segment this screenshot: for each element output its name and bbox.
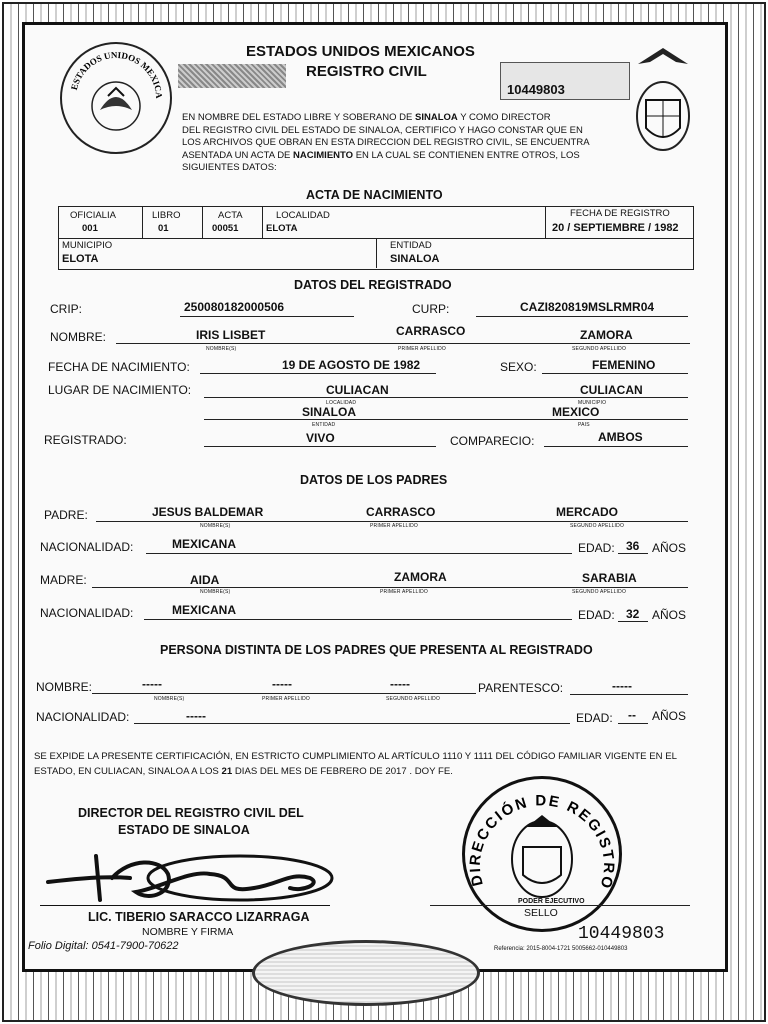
lugar-pais-value: MEXICO xyxy=(552,405,600,419)
acta-value: 00051 xyxy=(212,223,239,234)
oficialia-value: 001 xyxy=(82,223,98,234)
comparecio-value: AMBOS xyxy=(598,430,643,444)
persona-nac-label: NACIONALIDAD: xyxy=(36,710,130,724)
certification-paragraph: SE EXPIDE LA PRESENTE CERTIFICACIÓN, EN ESTRICTO CUMPLIMIENTO AL ARTÍCULO 1110 Y 1111 DEL CÓDIGO FAMILIAR VIGENTE EN EL ESTADO, EN CULIACAN, SINALOA A LOS 21 DIAS DEL MES DE FEBRERO DE 2017 . DOY FE. xyxy=(34,751,677,777)
acta-title: ACTA DE NACIMIENTO xyxy=(306,188,443,202)
persona-nombre-label: NOMBRE: xyxy=(36,680,93,694)
persona-nombre-value: ----- xyxy=(142,677,162,691)
padre-ap1-value: CARRASCO xyxy=(366,505,436,519)
intro-paragraph: EN NOMBRE DEL ESTADO LIBRE Y SOBERANO DE SINALOA Y COMO DIRECTOR DEL REGISTRO CIVIL DEL ESTADO DE SINALOA, CERTIFICO Y HAGO CONSTAR QUE EN LOS ARCHIVOS QUE OBRAN EN ESTA DIRECCION DEL REGISTRO CIVIL, SE ENCUENTRA ASENTADA UN ACTA DE NACIMIENTO EN LA CUAL SE CONTIENEN ENTRE OTROS, LOS SIGUIENTES DATOS: xyxy=(182,112,590,173)
curp-value: CAZI820819MSLRMR04 xyxy=(520,300,655,314)
ornamental-oval xyxy=(252,940,480,1006)
sexo-value: FEMENINO xyxy=(592,358,656,372)
fecha-nac-value: 19 DE AGOSTO DE 1982 xyxy=(282,358,421,372)
padre-nac-label: NACIONALIDAD: xyxy=(40,540,134,554)
national-seal xyxy=(60,42,172,154)
persona-nac-value: ----- xyxy=(186,709,206,723)
padre-nac-value: MEXICANA xyxy=(172,537,237,551)
referencia: Referencia: 2015-8004-1721 5005662-010449803 xyxy=(494,946,628,952)
crip-label: CRIP: xyxy=(50,302,83,316)
persona-anos-label: AÑOS xyxy=(652,709,687,723)
localidad-label: LOCALIDAD xyxy=(276,210,330,221)
padre-edad-label: EDAD: xyxy=(578,541,615,555)
shield-icon xyxy=(632,42,694,160)
padre-anos-label: AÑOS xyxy=(652,541,687,555)
madre-label: MADRE: xyxy=(40,573,87,587)
crip-value: 250080182000506 xyxy=(184,300,285,314)
padre-label: PADRE: xyxy=(44,508,88,522)
localidad-value: ELOTA xyxy=(266,223,298,234)
sello-caption: SELLO xyxy=(524,907,558,919)
country-title: ESTADOS UNIDOS MEXICANOS xyxy=(246,43,475,60)
madre-anos-label: AÑOS xyxy=(652,608,687,622)
lugar-entidad-value: SINALOA xyxy=(302,405,356,419)
madre-nac-value: MEXICANA xyxy=(172,603,237,617)
acta-label: ACTA xyxy=(218,210,243,221)
persona-title: PERSONA DISTINTA DE LOS PADRES QUE PRESENTA AL REGISTRADO xyxy=(160,643,593,657)
padres-title: DATOS DE LOS PADRES xyxy=(300,473,448,487)
svg-text:DIRECCIÓN DE REGISTRO CIVIL: DIRECCIÓN DE REGISTRO xyxy=(466,792,618,892)
oficialia-label: OFICIALIA xyxy=(70,210,116,221)
persona-edad-value: -- xyxy=(628,708,636,722)
padre-edad-value: 36 xyxy=(626,539,640,553)
top-folio-number: 10449803 xyxy=(507,82,565,97)
fecha-registro-label: FECHA DE REGISTRO xyxy=(570,208,670,219)
entidad-value: SINALOA xyxy=(390,253,440,265)
apellido2-value: ZAMORA xyxy=(580,328,633,342)
svg-text:ESTADOS UNIDOS MEXICANOS: ESTADOS UNIDOS MEXICA xyxy=(68,49,165,99)
municipio-value: ELOTA xyxy=(62,253,99,265)
director-line2: ESTADO DE SINALOA xyxy=(118,823,250,837)
firma-caption: NOMBRE Y FIRMA xyxy=(142,926,234,938)
madre-edad-label: EDAD: xyxy=(578,608,615,622)
entidad-label: ENTIDAD xyxy=(390,240,432,251)
signature xyxy=(40,848,340,908)
lugar-label: LUGAR DE NACIMIENTO: xyxy=(48,383,192,397)
libro-value: 01 xyxy=(158,223,169,234)
registry-title: REGISTRO CIVIL xyxy=(306,63,427,80)
comparecio-label: COMPARECIO: xyxy=(450,434,535,448)
madre-ap1-value: ZAMORA xyxy=(394,570,447,584)
registrado-value: VIVO xyxy=(306,431,335,445)
fecha-nac-label: FECHA DE NACIMIENTO: xyxy=(48,360,190,374)
poder-text: PODER EJECUTIVO xyxy=(518,898,585,905)
lugar-localidad-value: CULIACAN xyxy=(326,383,389,397)
shield-icon xyxy=(512,821,572,897)
madre-nombre-value: AIDA xyxy=(190,573,220,587)
director-line1: DIRECTOR DEL REGISTRO CIVIL DEL xyxy=(78,806,304,820)
folio-digital: Folio Digital: 0541-7900-70622 xyxy=(28,940,179,952)
libro-label: LIBRO xyxy=(152,210,181,221)
persona-edad-label: EDAD: xyxy=(576,711,613,725)
curp-label: CURP: xyxy=(412,302,450,316)
state-coat-of-arms xyxy=(632,42,694,160)
madre-ap2-value: SARABIA xyxy=(582,571,637,585)
parentesco-label: PARENTESCO: xyxy=(478,681,564,695)
folio-number: 10449803 xyxy=(578,924,665,944)
municipio-label: MUNICIPIO xyxy=(62,240,113,251)
padre-nombre-value: JESUS BALDEMAR xyxy=(152,505,264,519)
parentesco-value: ----- xyxy=(612,679,632,693)
eagle-icon xyxy=(62,44,170,152)
madre-nac-label: NACIONALIDAD: xyxy=(40,606,134,620)
lugar-municipio-value: CULIACAN xyxy=(580,383,643,397)
director-name: LIC. TIBERIO SARACCO LIZARRAGA xyxy=(88,910,310,924)
nombre-label: NOMBRE: xyxy=(50,330,107,344)
sexo-label: SEXO: xyxy=(500,360,537,374)
persona-ap2-value: ----- xyxy=(390,677,410,691)
madre-edad-value: 32 xyxy=(626,607,640,621)
registrado-label: REGISTRADO: xyxy=(44,433,127,447)
registrado-title: DATOS DEL REGISTRADO xyxy=(294,278,452,292)
padre-ap2-value: MERCADO xyxy=(556,505,618,519)
redacted-box xyxy=(178,64,286,88)
apellido1-value: CARRASCO xyxy=(396,324,466,338)
fecha-registro-value: 20 / SEPTIEMBRE / 1982 xyxy=(552,222,679,234)
persona-ap1-value: ----- xyxy=(272,677,292,691)
nombre-value: IRIS LISBET xyxy=(196,328,266,342)
